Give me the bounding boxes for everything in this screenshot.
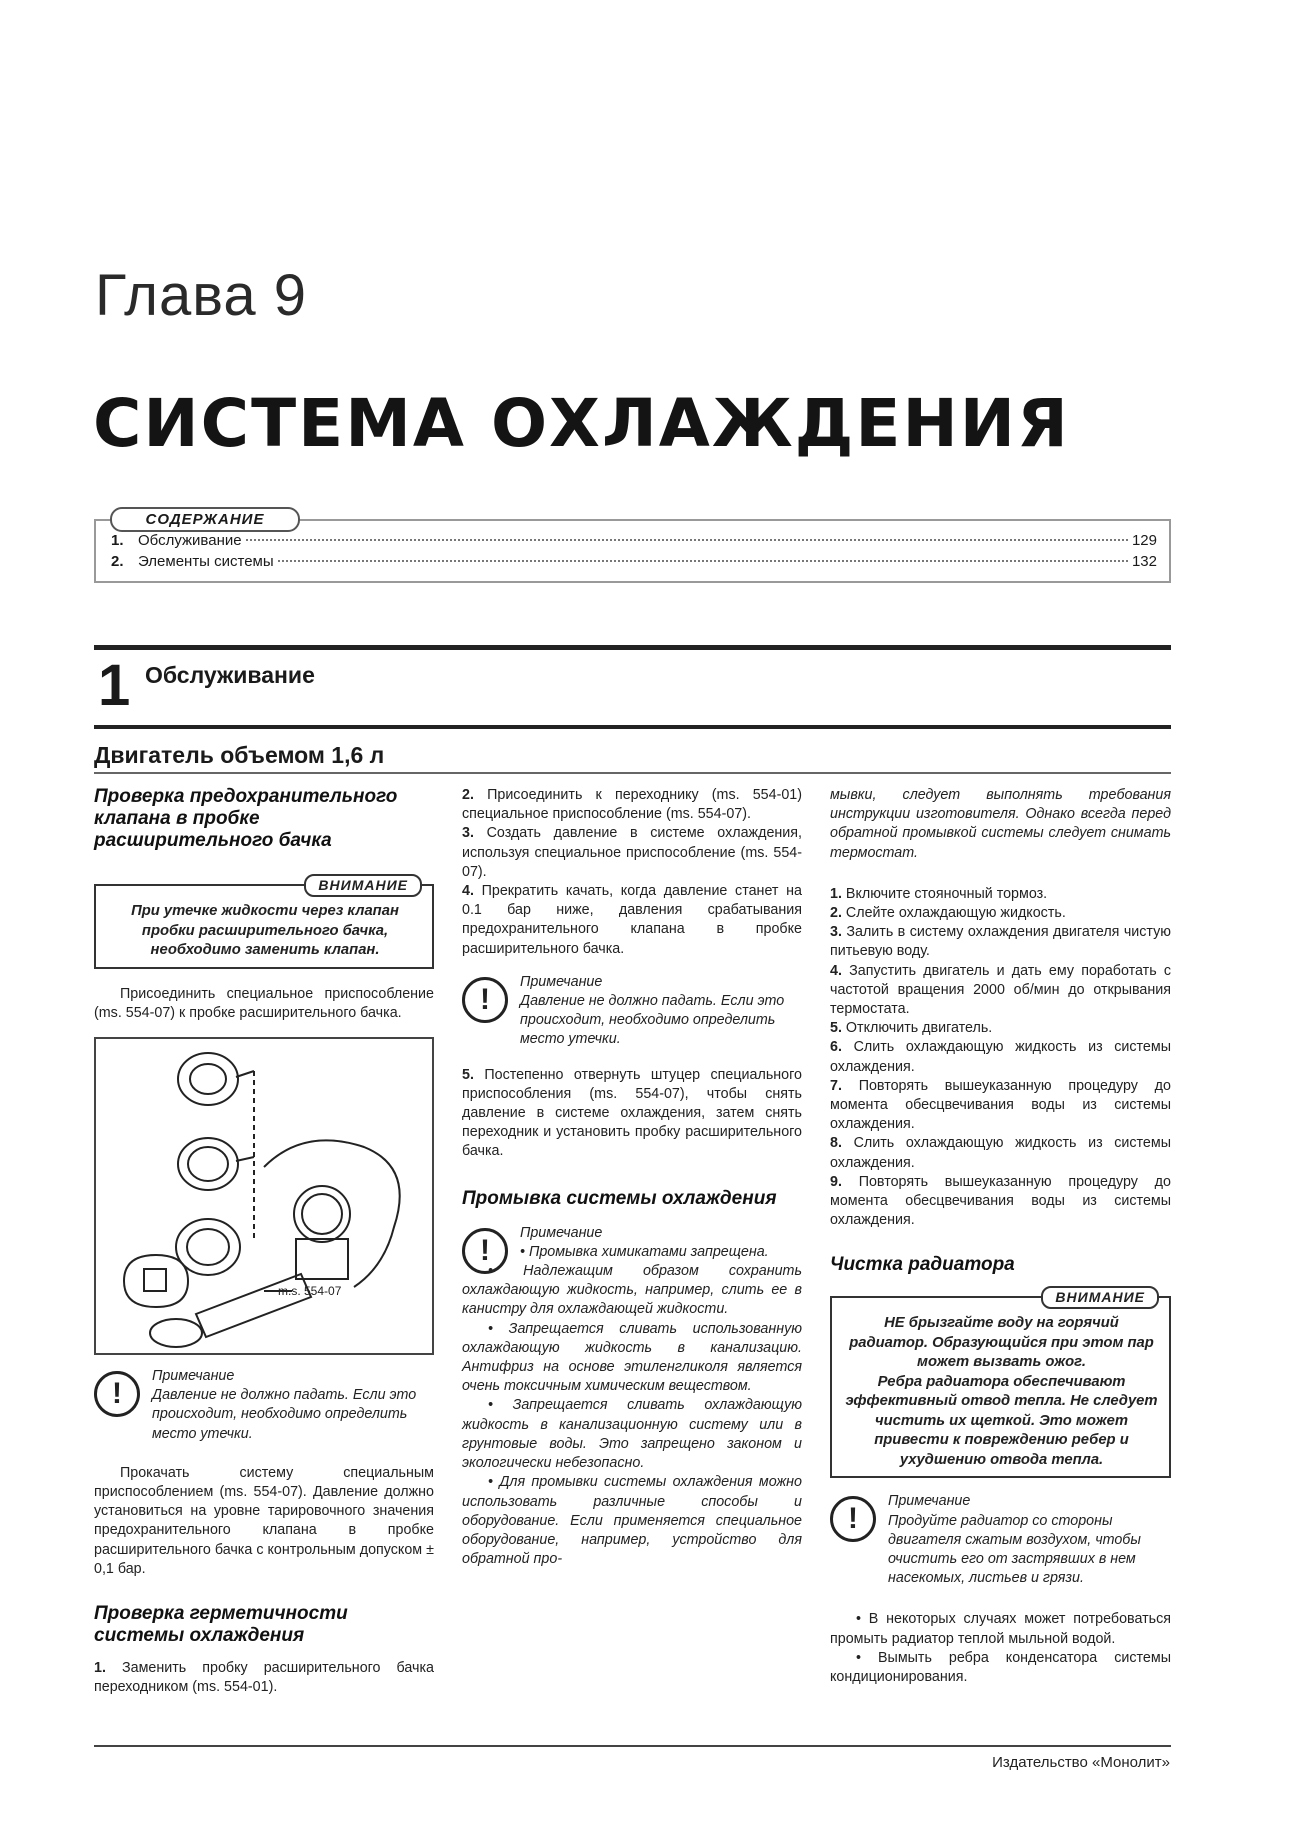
step-text: Прекратить качать, когда давление станет на 0.1 бар ниже, давления срабатывания предохранительного клапана в пробке расширительного бачка. bbox=[462, 883, 802, 957]
step-text: Слить охлаждающую жидкость из системы охлаждения. bbox=[830, 1039, 1171, 1075]
publisher-footer: Издательство «Монолит» bbox=[992, 1754, 1170, 1771]
step-item bbox=[462, 786, 802, 824]
step-number: 9. bbox=[830, 1173, 842, 1190]
steps-list bbox=[830, 885, 1171, 1231]
footer-rule bbox=[94, 1745, 1171, 1747]
step-number: 1. bbox=[830, 885, 842, 902]
warning-text: При утечке жидкости через клапан пробки расширительного бачка, необходимо заменить клапан. bbox=[131, 903, 399, 958]
step-number: 3. bbox=[830, 924, 842, 941]
step-number: 8. bbox=[830, 1135, 842, 1152]
toc-item[interactable] bbox=[111, 553, 1157, 573]
section-number: 1 bbox=[98, 653, 131, 718]
step-number: 1. bbox=[94, 1659, 106, 1676]
step-number: 5. bbox=[462, 1066, 474, 1083]
column-1 bbox=[94, 786, 434, 1697]
note-label: Примечание bbox=[888, 1493, 971, 1510]
table-of-contents bbox=[94, 511, 1171, 583]
step-text: Залить в систему охлаждения двигателя чистую питьевую воду. bbox=[830, 924, 1171, 960]
chapter-title: СИСТЕМА ОХЛАЖДЕНИЯ bbox=[93, 385, 1070, 462]
toc-item-number: 1. bbox=[111, 532, 124, 549]
warning-text: Ребра радиатора обеспечивают эффективный отвод тепла. Не следует чистить их щеткой. Это может привести к повреждению ребер и ухудшению отвода тепла. bbox=[845, 1373, 1158, 1468]
step-number: 2. bbox=[830, 905, 842, 922]
step-item bbox=[830, 962, 1171, 1020]
step-item bbox=[462, 1066, 802, 1162]
subtitle-rule bbox=[94, 772, 1171, 774]
toc-item-page: 129 bbox=[1131, 532, 1157, 549]
section-bottom-rule bbox=[94, 725, 1171, 729]
engine-subtitle: Двигатель объемом 1,6 л bbox=[94, 742, 385, 768]
toc-item-number: 2. bbox=[111, 553, 124, 570]
column-2 bbox=[462, 786, 802, 1569]
tool-figure bbox=[94, 1037, 434, 1355]
step-text: Заменить пробку расширительного бачка переходником (ms. 554-01). bbox=[94, 1659, 434, 1696]
warning-tab: ВНИМАНИЕ bbox=[304, 874, 422, 897]
step-number: 7. bbox=[830, 1077, 842, 1094]
toc-tab: СОДЕРЖАНИЕ bbox=[110, 507, 300, 532]
figure-label: m.s. 554-07 bbox=[278, 1283, 342, 1298]
heading-flushing: Промывка системы охлаждения bbox=[462, 1187, 777, 1209]
heading-leak-check: Проверка герметичности системы охлаждения bbox=[94, 1602, 348, 1646]
step-number: 6. bbox=[830, 1039, 842, 1056]
step-text: Включите стояночный тормоз. bbox=[845, 885, 1048, 902]
column-3 bbox=[830, 786, 1171, 1687]
note-box bbox=[462, 973, 802, 1050]
step-number: 3. bbox=[462, 825, 474, 842]
note-bullet: • Для промывки системы охлаждения можно использовать различные способы и оборудование. Если применяется специальное оборудование, например, устройство для обратной про- bbox=[462, 1474, 802, 1568]
toc-item[interactable] bbox=[111, 532, 1157, 552]
step-item bbox=[830, 1077, 1171, 1135]
step-number: 2. bbox=[462, 787, 474, 803]
toc-item-label: Обслуживание bbox=[138, 532, 242, 549]
paragraph: Присоединить специальное приспособление (ms. 554-07) к пробке расширительного бачка. bbox=[94, 985, 434, 1021]
warning-box bbox=[830, 1289, 1171, 1478]
step-text: Отключить двигатель. bbox=[845, 1020, 993, 1037]
toc-item-page: 132 bbox=[1131, 553, 1157, 570]
step-item bbox=[830, 1038, 1171, 1076]
note-label: Примечание bbox=[520, 1224, 603, 1241]
exclamation-icon: ! bbox=[462, 1228, 508, 1274]
pressure-tester-illustration bbox=[96, 1039, 432, 1353]
step-number: 4. bbox=[830, 962, 842, 979]
toc-dots bbox=[278, 560, 1128, 562]
note-label: Примечание bbox=[152, 1367, 235, 1384]
note-text: Продуйте радиатор со стороны двигателя сжатым воздухом, чтобы очистить его от застрявших в нем насекомых, листьев и грязи. bbox=[888, 1512, 1141, 1587]
note-bullet: • Промывка химикатами запрещена. bbox=[520, 1243, 769, 1260]
bullet-item: • В некоторых случаях может потребоваться промыть радиатор теплой мыльной водой. bbox=[830, 1611, 1171, 1647]
note-bullet: • Надлежащим образом сохранить охлаждающую жидкость, например, слить ее в канистру для охлаждающей жидкости. bbox=[462, 1263, 802, 1318]
exclamation-icon: ! bbox=[462, 977, 508, 1023]
warning-tab: ВНИМАНИЕ bbox=[1041, 1286, 1159, 1309]
step-text: Постепенно отвернуть штуцер специального приспособления (ms. 554-07), чтобы снять давление в системе охлаждения, затем снять переходник и установить пробку расширительного бачка. bbox=[462, 1066, 802, 1160]
step-text: Слить охлаждающую жидкость из системы охлаждения. bbox=[830, 1135, 1171, 1171]
note-text: Давление не должно падать. Если это происходит, необходимо определить место утечки. bbox=[152, 1387, 417, 1442]
step-text: Повторять вышеуказанную процедуру до момента обесцвечивания воды из системы охлаждения. bbox=[830, 1077, 1171, 1133]
step-number: 5. bbox=[830, 1020, 842, 1037]
step-text: Запустить двигатель и дать ему поработать с частотой вращения 2000 об/мин до открывания термостата. bbox=[830, 962, 1171, 1018]
note-bullet: • Запрещается сливать охлаждающую жидкость в канализационную систему или в грунтовые воды. Это запрещено законом и экологически небезопасно. bbox=[462, 1397, 802, 1472]
step-item bbox=[830, 1134, 1171, 1172]
exclamation-icon: ! bbox=[94, 1371, 140, 1417]
step-text: Слейте охлаждающую жидкость. bbox=[845, 905, 1066, 922]
note-box bbox=[830, 1492, 1171, 1588]
bullet-item: • Вымыть ребра конденсатора системы кондиционирования. bbox=[830, 1649, 1171, 1686]
note-label: Примечание bbox=[520, 973, 603, 990]
step-item bbox=[462, 824, 802, 882]
note-bullet: • Запрещается сливать использованную охлаждающую жидкость в канализацию. Антифриз на основе этиленгликоля является очень токсичным химическим веществом. bbox=[462, 1320, 802, 1395]
section-title: Обслуживание bbox=[145, 662, 315, 688]
heading-radiator: Чистка радиатора bbox=[830, 1254, 1015, 1276]
toc-item-label: Элементы системы bbox=[138, 553, 274, 570]
step-item bbox=[830, 923, 1171, 961]
warning-box bbox=[94, 877, 434, 969]
exclamation-icon: ! bbox=[830, 1496, 876, 1542]
note-text: Давление не должно падать. Если это происходит, необходимо определить место утечки. bbox=[520, 993, 785, 1048]
heading-valve-check: Проверка предохранительного клапана в пробке расширительного бачка bbox=[94, 786, 398, 851]
step-item bbox=[830, 904, 1171, 923]
step-item bbox=[830, 885, 1171, 904]
step-text: Создать давление в системе охлаждения, используя специальное приспособление (ms. 554-07). bbox=[462, 825, 802, 880]
note-box bbox=[94, 1367, 434, 1444]
note-box bbox=[462, 1224, 802, 1267]
section-top-rule bbox=[94, 645, 1171, 650]
warning-text: НЕ брызгайте воду на горячий радиатор. Образующийся при этом пар может вызвать ожог. bbox=[849, 1315, 1154, 1371]
step-item bbox=[94, 1659, 434, 1697]
step-item bbox=[830, 1173, 1171, 1231]
toc-dots bbox=[246, 539, 1128, 541]
step-item bbox=[462, 882, 802, 959]
note-continuation: мывки, следует выполнять требования инструкции изготовителя. Однако всегда перед обратной промывкой системы следует снимать термостат. bbox=[830, 787, 1171, 861]
step-item bbox=[830, 1019, 1171, 1038]
step-number: 4. bbox=[462, 883, 474, 900]
step-text: Повторять вышеуказанную процедуру до момента обесцвечивания воды из системы охлаждения. bbox=[830, 1173, 1171, 1229]
paragraph: Прокачать систему специальным приспособлением (ms. 554-07). Давление должно установиться на уровне тарировочного значения предохранительного клапана в пробке расширительного бачка с контрольным допуском ± 0,1 бар. bbox=[94, 1464, 434, 1577]
step-text: Присоединить к переходнику (ms. 554-01) специальное приспособление (ms. 554-07). bbox=[462, 787, 802, 823]
chapter-label: Глава 9 bbox=[95, 263, 308, 328]
